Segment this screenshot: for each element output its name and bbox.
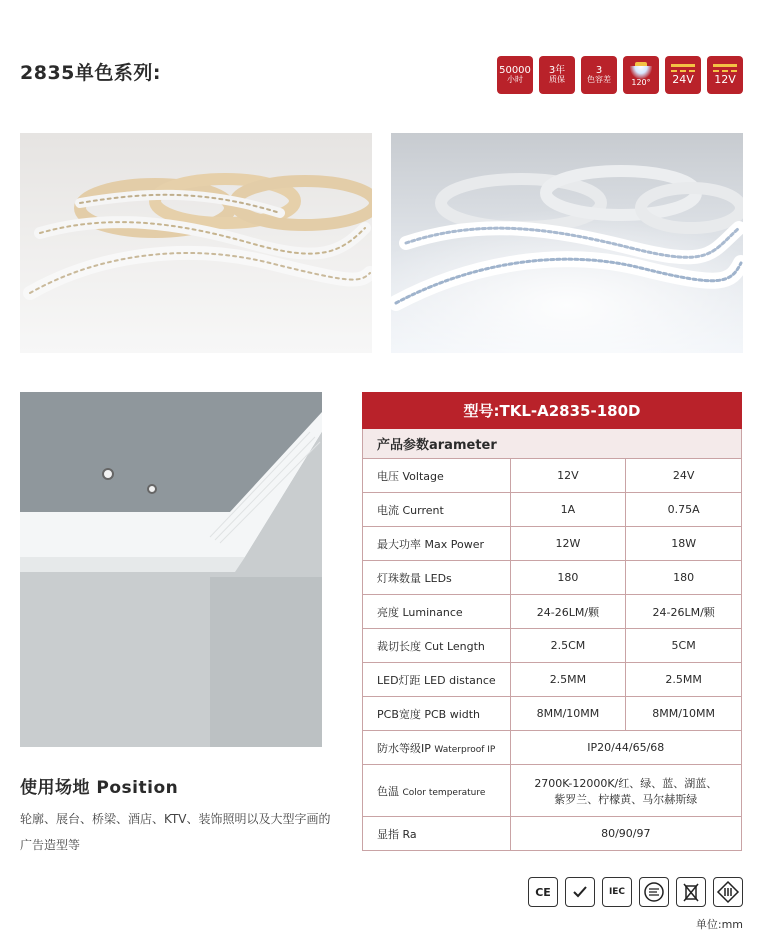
ct-value-line1: 2700K-12000K/红、绿、蓝、湖蓝、 — [534, 776, 718, 790]
table-row — [363, 493, 742, 527]
value-24v: 0.75A — [626, 493, 742, 527]
value-24v: 18W — [626, 527, 742, 561]
row-label: PCB宽度 PCB width — [363, 697, 511, 731]
model-title: 型号:TKL-A2835-180D — [363, 393, 742, 429]
table-row — [363, 765, 742, 817]
ct-label — [363, 765, 511, 817]
value-24v: 24V — [626, 459, 742, 493]
table-row — [363, 817, 742, 851]
warranty-value: 3年 — [548, 65, 566, 77]
table-row — [363, 561, 742, 595]
tolerance-badge — [581, 56, 617, 94]
voltage-12-badge — [707, 56, 743, 94]
dc-icon — [671, 64, 695, 72]
class-three-icon — [713, 877, 743, 907]
product-photo-unlit — [20, 133, 372, 353]
iec-mark-icon: IEC — [602, 877, 632, 907]
led-strip-unlit-image — [20, 133, 372, 353]
ip-label-en: Waterproof IP — [434, 744, 496, 755]
spec-table — [362, 392, 742, 851]
value-12v: 12V — [510, 459, 626, 493]
position-description: 轮廓、展台、桥梁、酒店、KTV、装饰照明以及大型字画的广告造型等 — [20, 812, 331, 852]
life-value: 50000 — [499, 65, 531, 77]
ct-value-line2: 紫罗兰、柠檬黄、马尔赫斯绿 — [554, 792, 698, 806]
position-title: 使用场地 Position — [20, 778, 179, 798]
unit-label: 单位:mm — [695, 918, 743, 931]
ip-label — [363, 731, 511, 765]
series-title: 2835单色系列: — [20, 62, 161, 84]
row-label: 电流 Current — [363, 493, 511, 527]
ct-label-en: Color temperature — [402, 787, 486, 798]
row-label: 裁切长度 Cut Length — [363, 629, 511, 663]
tolerance-label: 色容差 — [587, 75, 611, 85]
life-unit: 小时 — [507, 75, 523, 85]
value-12v: 2.5CM — [510, 629, 626, 663]
warranty-badge — [539, 56, 575, 94]
row-label: LED灯距 LED distance — [363, 663, 511, 697]
value-12v: 1A — [510, 493, 626, 527]
value-12v: 180 — [510, 561, 626, 595]
application-photo — [20, 392, 322, 747]
value-24v: 180 — [626, 561, 742, 595]
value-24v: 2.5MM — [626, 663, 742, 697]
row-label: 电压 Voltage — [363, 459, 511, 493]
ct-label-cn: 色温 — [377, 784, 399, 798]
param-section-title: 产品参数arameter — [363, 429, 742, 459]
ceiling-cove-image — [20, 392, 322, 747]
row-label: 最大功率 Max Power — [363, 527, 511, 561]
dc-icon — [713, 64, 737, 72]
value-12v: 24-26LM/颗 — [510, 595, 626, 629]
value-24v: 24-26LM/颗 — [626, 595, 742, 629]
value-24v: 5CM — [626, 629, 742, 663]
tolerance-value: 3 — [595, 65, 603, 77]
life-badge — [497, 56, 533, 94]
value-12v: 12W — [510, 527, 626, 561]
certification-marks — [528, 877, 743, 907]
voltage-24-value: 24V — [672, 72, 694, 86]
table-row — [363, 629, 742, 663]
table-row — [363, 595, 742, 629]
table-row — [363, 731, 742, 765]
row-label: 灯珠数量 LEDs — [363, 561, 511, 595]
beam-angle-badge — [623, 56, 659, 94]
led-strip-lit-image — [391, 133, 743, 353]
warranty-label: 质保 — [549, 75, 565, 85]
etl-mark-icon — [639, 877, 669, 907]
ip-value: IP20/44/65/68 — [510, 731, 741, 765]
table-row — [363, 697, 742, 731]
ce-mark-icon: CE — [528, 877, 558, 907]
table-row — [363, 663, 742, 697]
product-photo-lit — [391, 133, 743, 353]
value-12v: 2.5MM — [510, 663, 626, 697]
weee-bin-icon — [676, 877, 706, 907]
ra-value: 80/90/97 — [510, 817, 741, 851]
rohs-mark-icon — [565, 877, 595, 907]
ct-value — [510, 765, 741, 817]
voltage-24-badge — [665, 56, 701, 94]
row-label: 亮度 Luminance — [363, 595, 511, 629]
voltage-12-value: 12V — [714, 72, 736, 86]
value-12v: 8MM/10MM — [510, 697, 626, 731]
feature-badges — [497, 56, 743, 94]
ra-label: 显指 Ra — [363, 817, 511, 851]
table-row — [363, 527, 742, 561]
table-row — [363, 459, 742, 493]
value-24v: 8MM/10MM — [626, 697, 742, 731]
ip-label-cn: 防水等级IP — [377, 741, 431, 755]
beam-angle-value: 120° — [631, 78, 651, 88]
